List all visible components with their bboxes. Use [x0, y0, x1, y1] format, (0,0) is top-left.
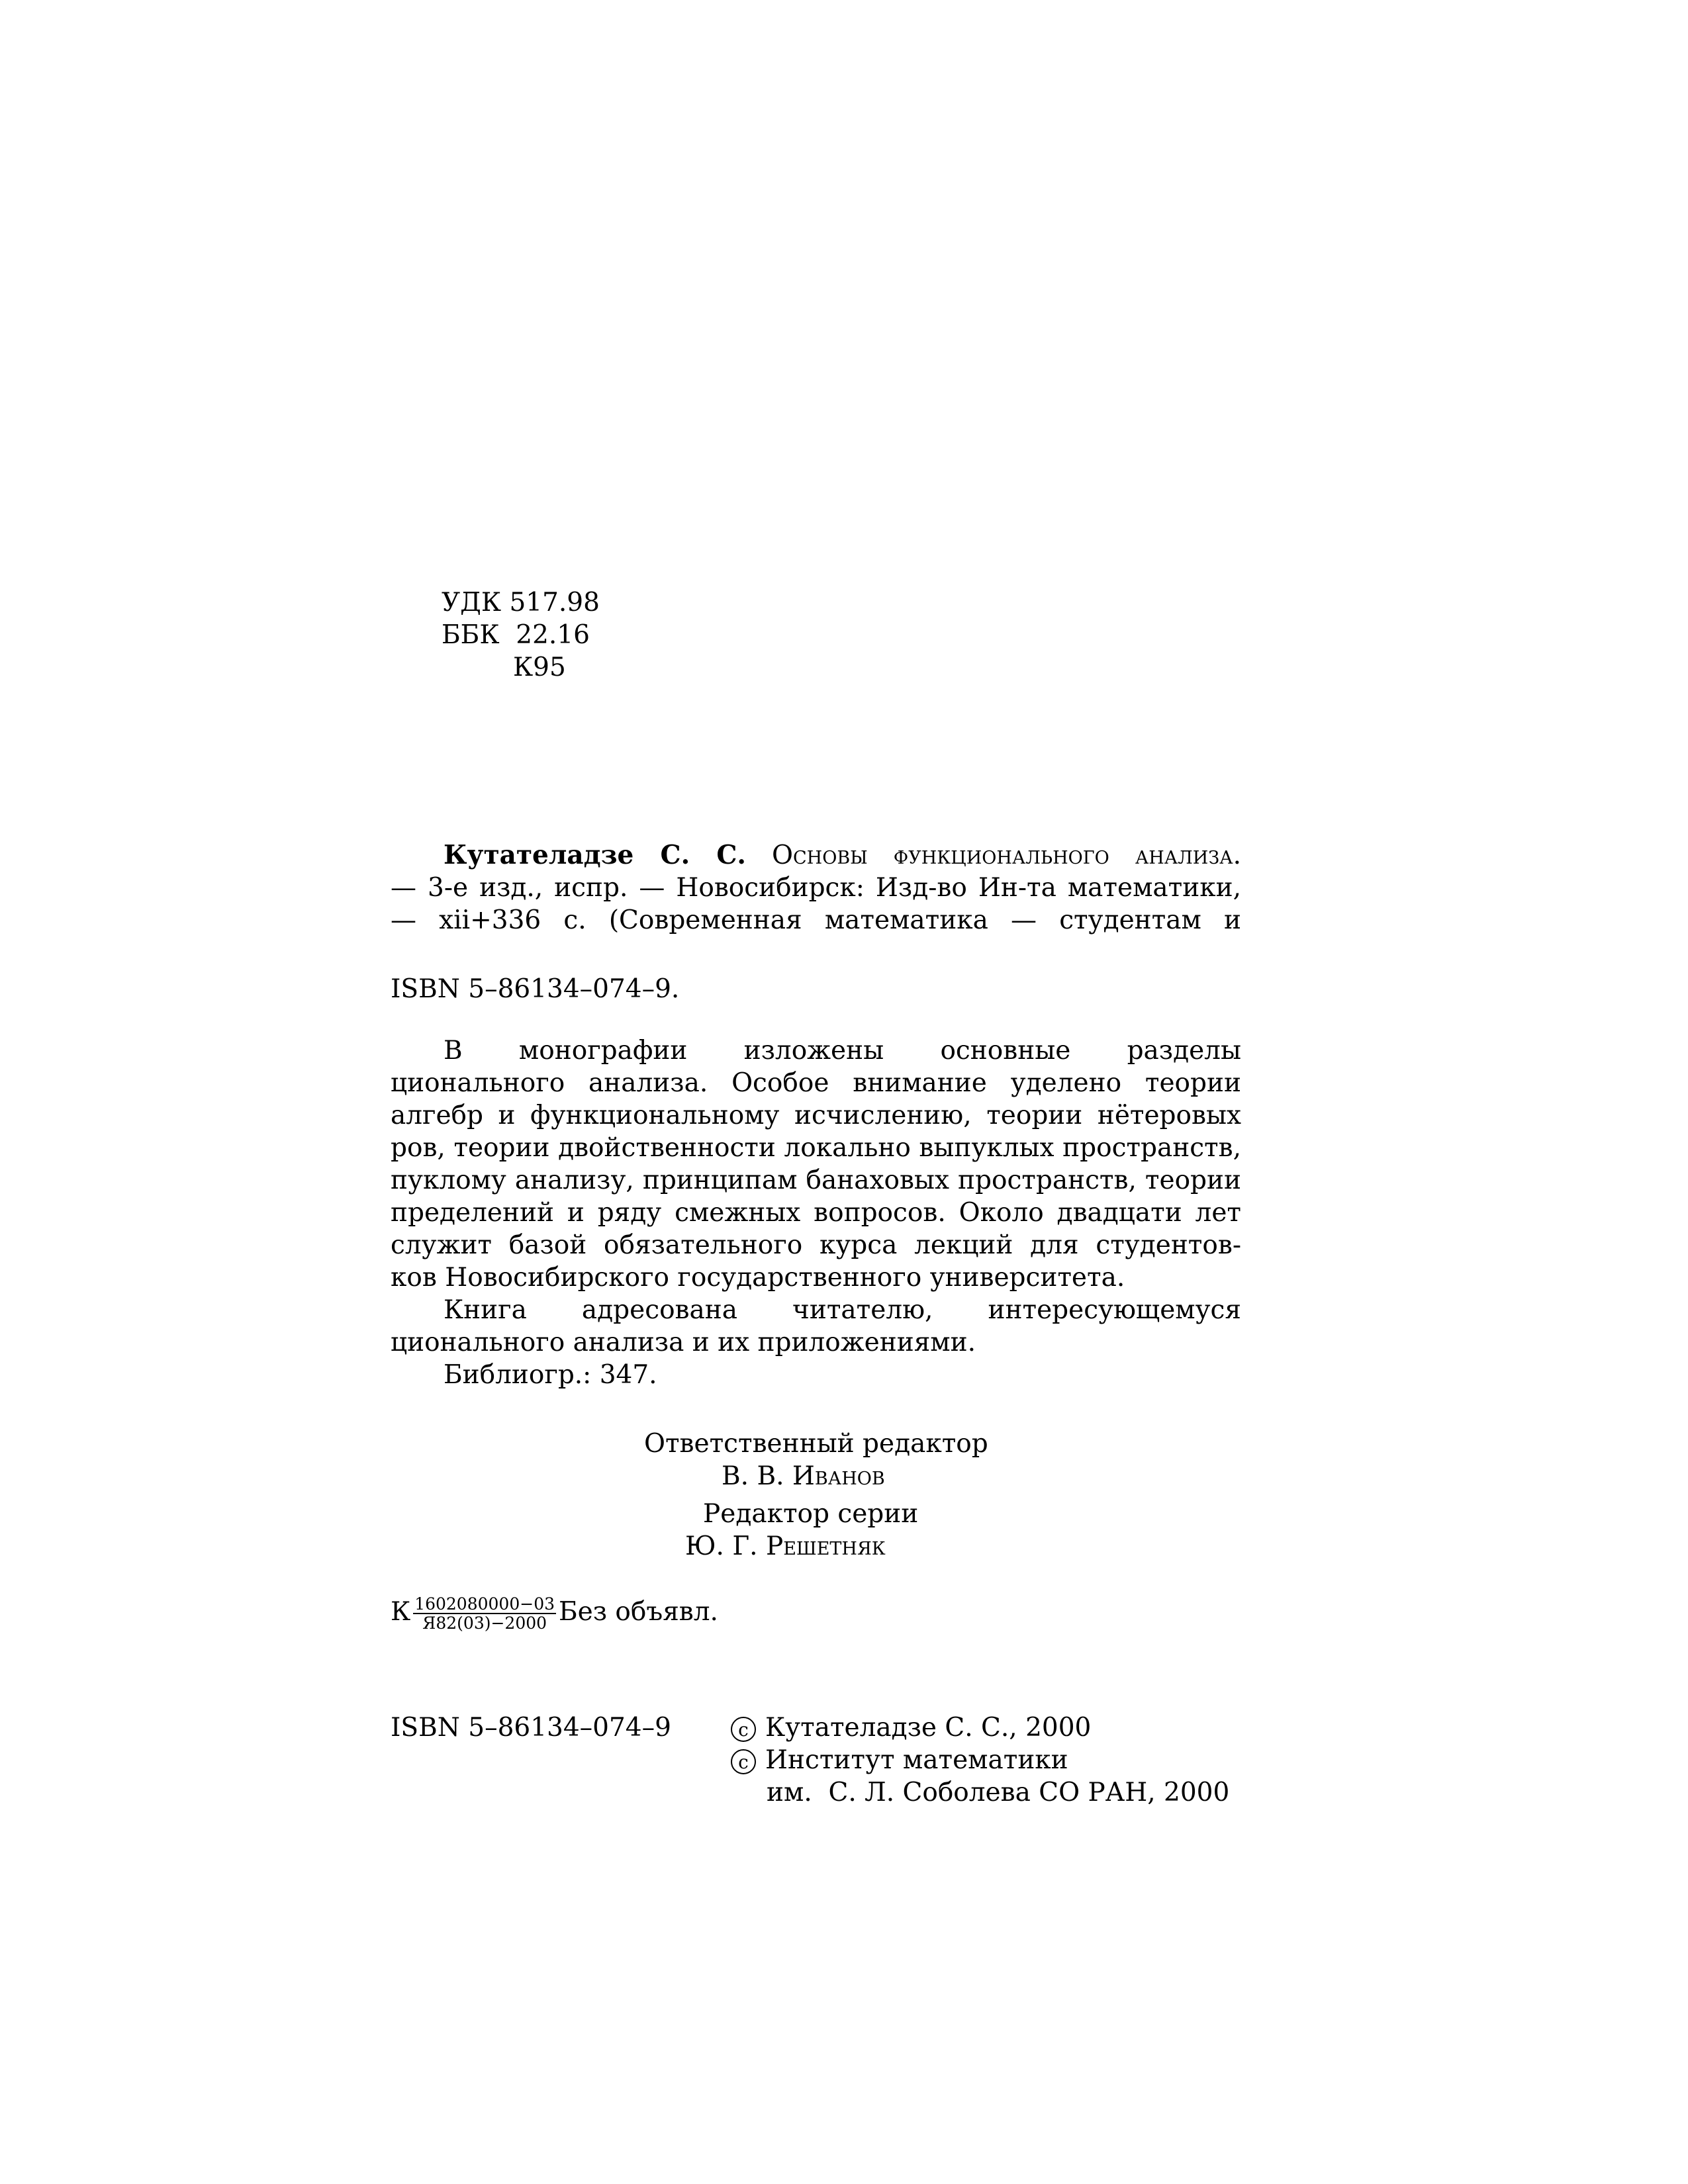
price-text: Без объявл.	[559, 1597, 718, 1627]
abstract-line: служит базой обязательного курса лекций для студентов-	[391, 1230, 1241, 1260]
abstract-line: пуклому анализу, принципам банаховых пространств, теории	[391, 1165, 1241, 1195]
bbk: ББК 22.16	[442, 620, 590, 650]
bibliographic-record	[391, 839, 1241, 936]
copyright-icon: c	[731, 1749, 756, 1774]
pages-series-line: — xii+336 с. (Современная математика — студентам и	[391, 905, 1241, 935]
isbn-top: ISBN 5–86134–074–9.	[391, 974, 680, 1004]
responsible-editor-label: Ответственный редактор	[644, 1429, 988, 1459]
edition-line: — 3-е изд., испр. — Новосибирск: Изд-во Ин-та математики,	[391, 873, 1241, 903]
abstract	[391, 1034, 1241, 1391]
abstract-line: В монографии изложены основные разделы	[444, 1036, 1241, 1066]
abstract-line: ционального анализа. Особое внимание уделено теории	[391, 1068, 1241, 1098]
series-editor-label: Редактор серии	[703, 1499, 919, 1529]
abstract-line: Книга адресована читателю, интересующемуся	[444, 1295, 1241, 1325]
abstract-line: ционального анализа и их приложениями.	[391, 1328, 976, 1357]
bibliography-count: Библиогр.: 347.	[444, 1360, 657, 1390]
abstract-line: алгебр и функциональному исчислению, теории нётеровых	[391, 1101, 1241, 1130]
udk: УДК 517.98	[442, 588, 600, 617]
responsible-editor-name: В. В. Иванов	[722, 1461, 885, 1491]
book-title: Основы функционального анализа.	[772, 841, 1241, 870]
editors	[596, 1428, 1006, 1563]
classification-codes	[442, 586, 600, 684]
price-code: К $\frac{1602080000-03}{Я82(03)-2000}$ Без объявл.	[391, 1594, 718, 1633]
abstract-line: ров, теории двойственности локально выпуклых пространств,	[391, 1133, 1241, 1163]
abstract-line: пределений и ряду смежных вопросов. Около двадцати лет	[391, 1198, 1241, 1228]
abstract-line: ков Новосибирского государственного университета.	[391, 1263, 1125, 1293]
author-code: К95	[513, 653, 566, 682]
copyright-icon: c	[731, 1717, 756, 1742]
author: Кутателадзе С. С.	[444, 840, 746, 870]
copyright: c Кутателадзе С. С., 2000 c Институт математики им. С. Л. Соболева СО РАН, 2000	[731, 1711, 1229, 1809]
series-editor-name: Ю. Г. Решетняк	[685, 1531, 886, 1561]
price-fraction: $\frac{1602080000-03}{Я82(03)-2000}$	[414, 1594, 555, 1633]
isbn-bottom: ISBN 5–86134–074–9	[391, 1713, 671, 1743]
